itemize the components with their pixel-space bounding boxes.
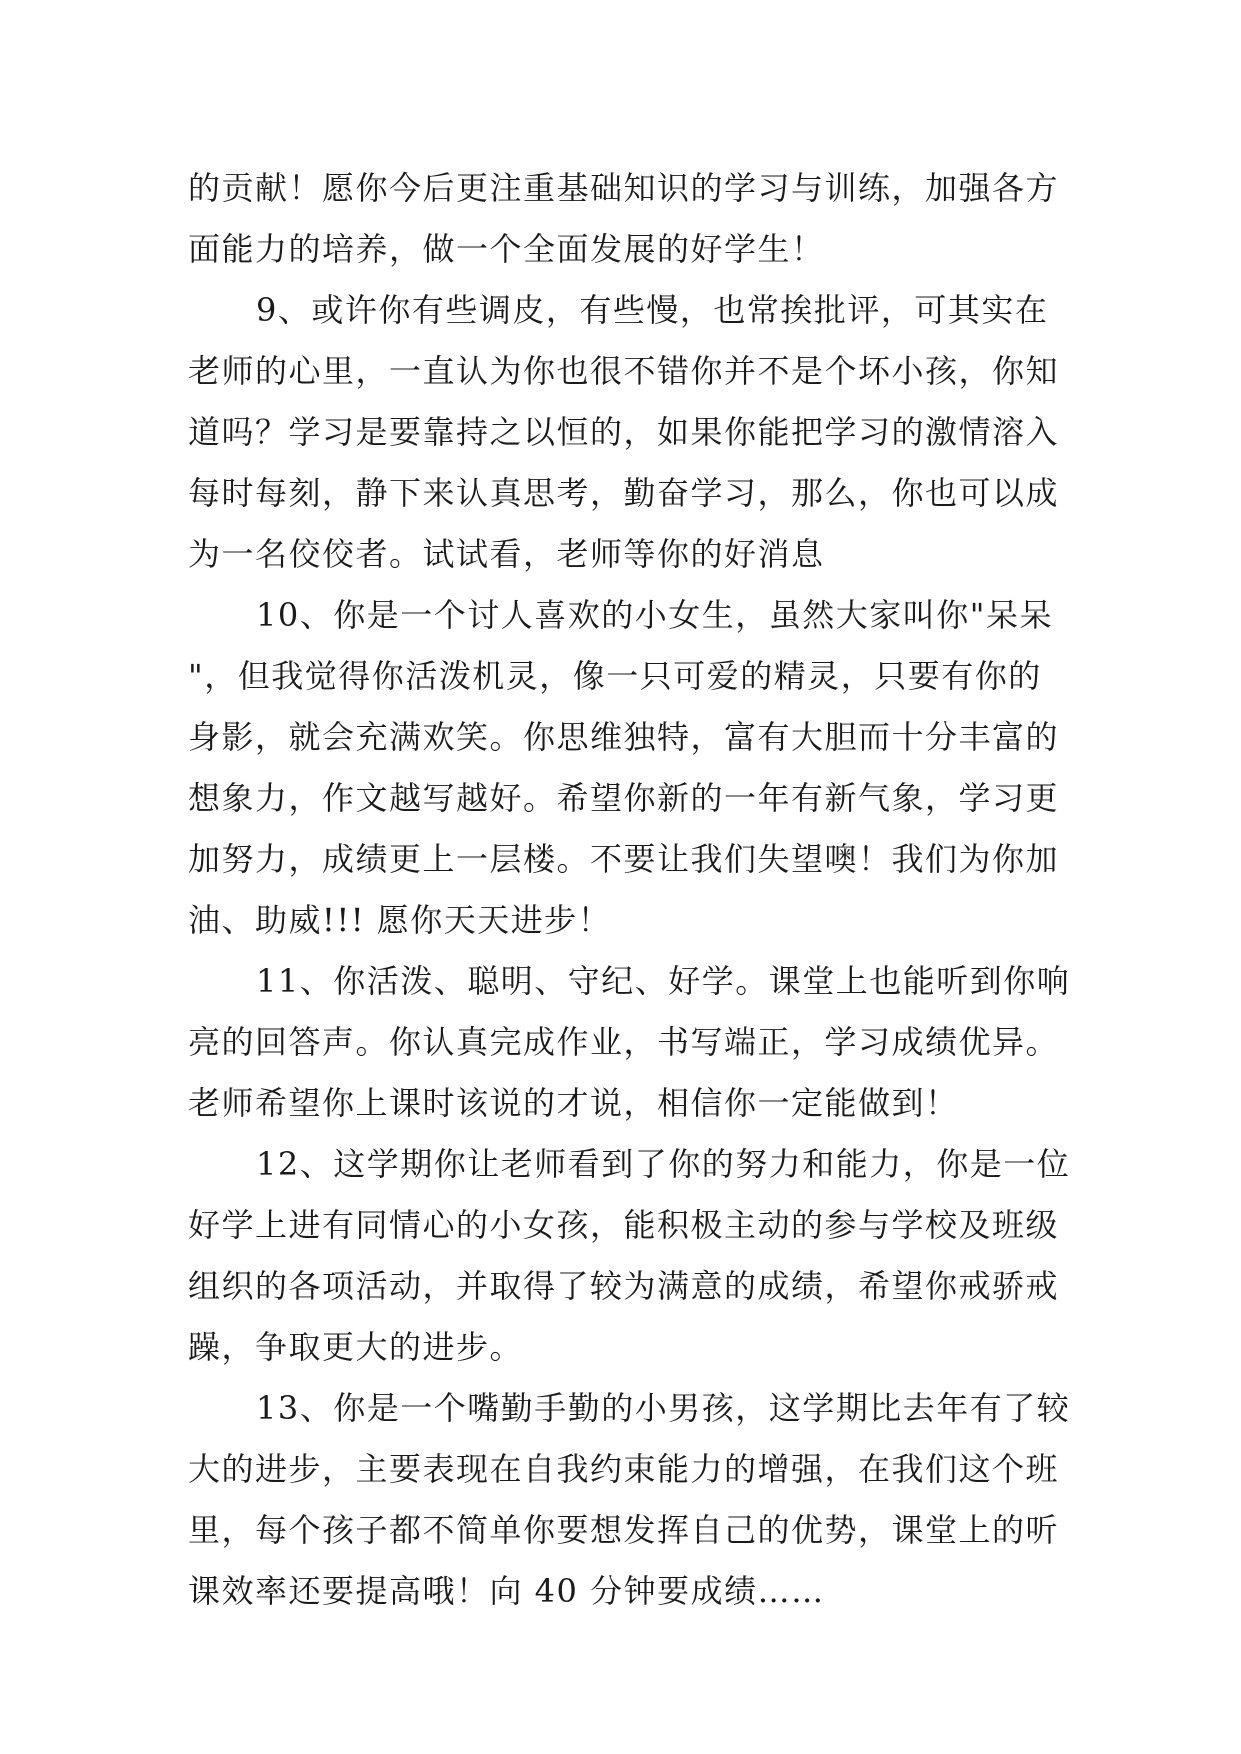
text-line: 身影，就会充满欢笑。你思维独特，富有大胆而十分丰富的 bbox=[188, 718, 1060, 756]
text-line: 老师希望你上课时该说的才说，相信你一定能做到！ bbox=[188, 1084, 959, 1122]
text-line: 油、助威!!! 愿你天天进步！ bbox=[188, 901, 612, 939]
text-line: 的贡献！愿你今后更注重基础知识的学习与训练，加强各方 bbox=[188, 169, 1060, 207]
text-line: 亮的回答声。你认真完成作业，书写端正，学习成绩优异。 bbox=[188, 1023, 1060, 1061]
text-line: 里，每个孩子都不简单你要想发挥自己的优势，课堂上的听 bbox=[188, 1511, 1060, 1549]
text-line: 道吗？学习是要靠持之以恒的，如果你能把学习的激情溶入 bbox=[188, 413, 1060, 451]
text-line: 加努力，成绩更上一层楼。不要让我们失望噢！我们为你加 bbox=[188, 840, 1060, 878]
paragraph-9-start: 9、或许你有些调皮，有些慢，也常挨批评，可其实在 bbox=[256, 291, 1049, 329]
text-line: 课效率还要提高哦！向 40 分钟要成绩…… bbox=[188, 1572, 825, 1610]
text-line: 组织的各项活动，并取得了较为满意的成绩，希望你戒骄戒 bbox=[188, 1267, 1060, 1305]
text-line: "，但我觉得你活泼机灵，像一只可爱的精灵，只要有你的 bbox=[188, 657, 1042, 695]
paragraph-12-start: 12、这学期你让老师看到了你的努力和能力，你是一位 bbox=[256, 1145, 1071, 1183]
text-line: 想象力，作文越写越好。希望你新的一年有新气象，学习更 bbox=[188, 779, 1060, 817]
text-line: 每时每刻，静下来认真思考，勤奋学习，那么，你也可以成 bbox=[188, 474, 1060, 512]
paragraph-11-start: 11、你活泼、聪明、守纪、好学。课堂上也能听到你响 bbox=[256, 962, 1071, 1000]
text-line: 面能力的培养，做一个全面发展的好学生！ bbox=[188, 230, 825, 268]
paragraph-13-start: 13、你是一个嘴勤手勤的小男孩，这学期比去年有了较 bbox=[256, 1389, 1071, 1427]
paragraph-10-start: 10、你是一个讨人喜欢的小女生，虽然大家叫你"呆呆 bbox=[256, 596, 1053, 634]
text-line: 老师的心里，一直认为你也很不错你并不是个坏小孩，你知 bbox=[188, 352, 1060, 390]
text-line: 大的进步，主要表现在自我约束能力的增强，在我们这个班 bbox=[188, 1450, 1060, 1488]
text-line: 为一名佼佼者。试试看，老师等你的好消息 bbox=[188, 535, 825, 573]
text-line: 好学上进有同情心的小女孩，能积极主动的参与学校及班级 bbox=[188, 1206, 1060, 1244]
text-line: 躁，争取更大的进步。 bbox=[188, 1328, 524, 1366]
